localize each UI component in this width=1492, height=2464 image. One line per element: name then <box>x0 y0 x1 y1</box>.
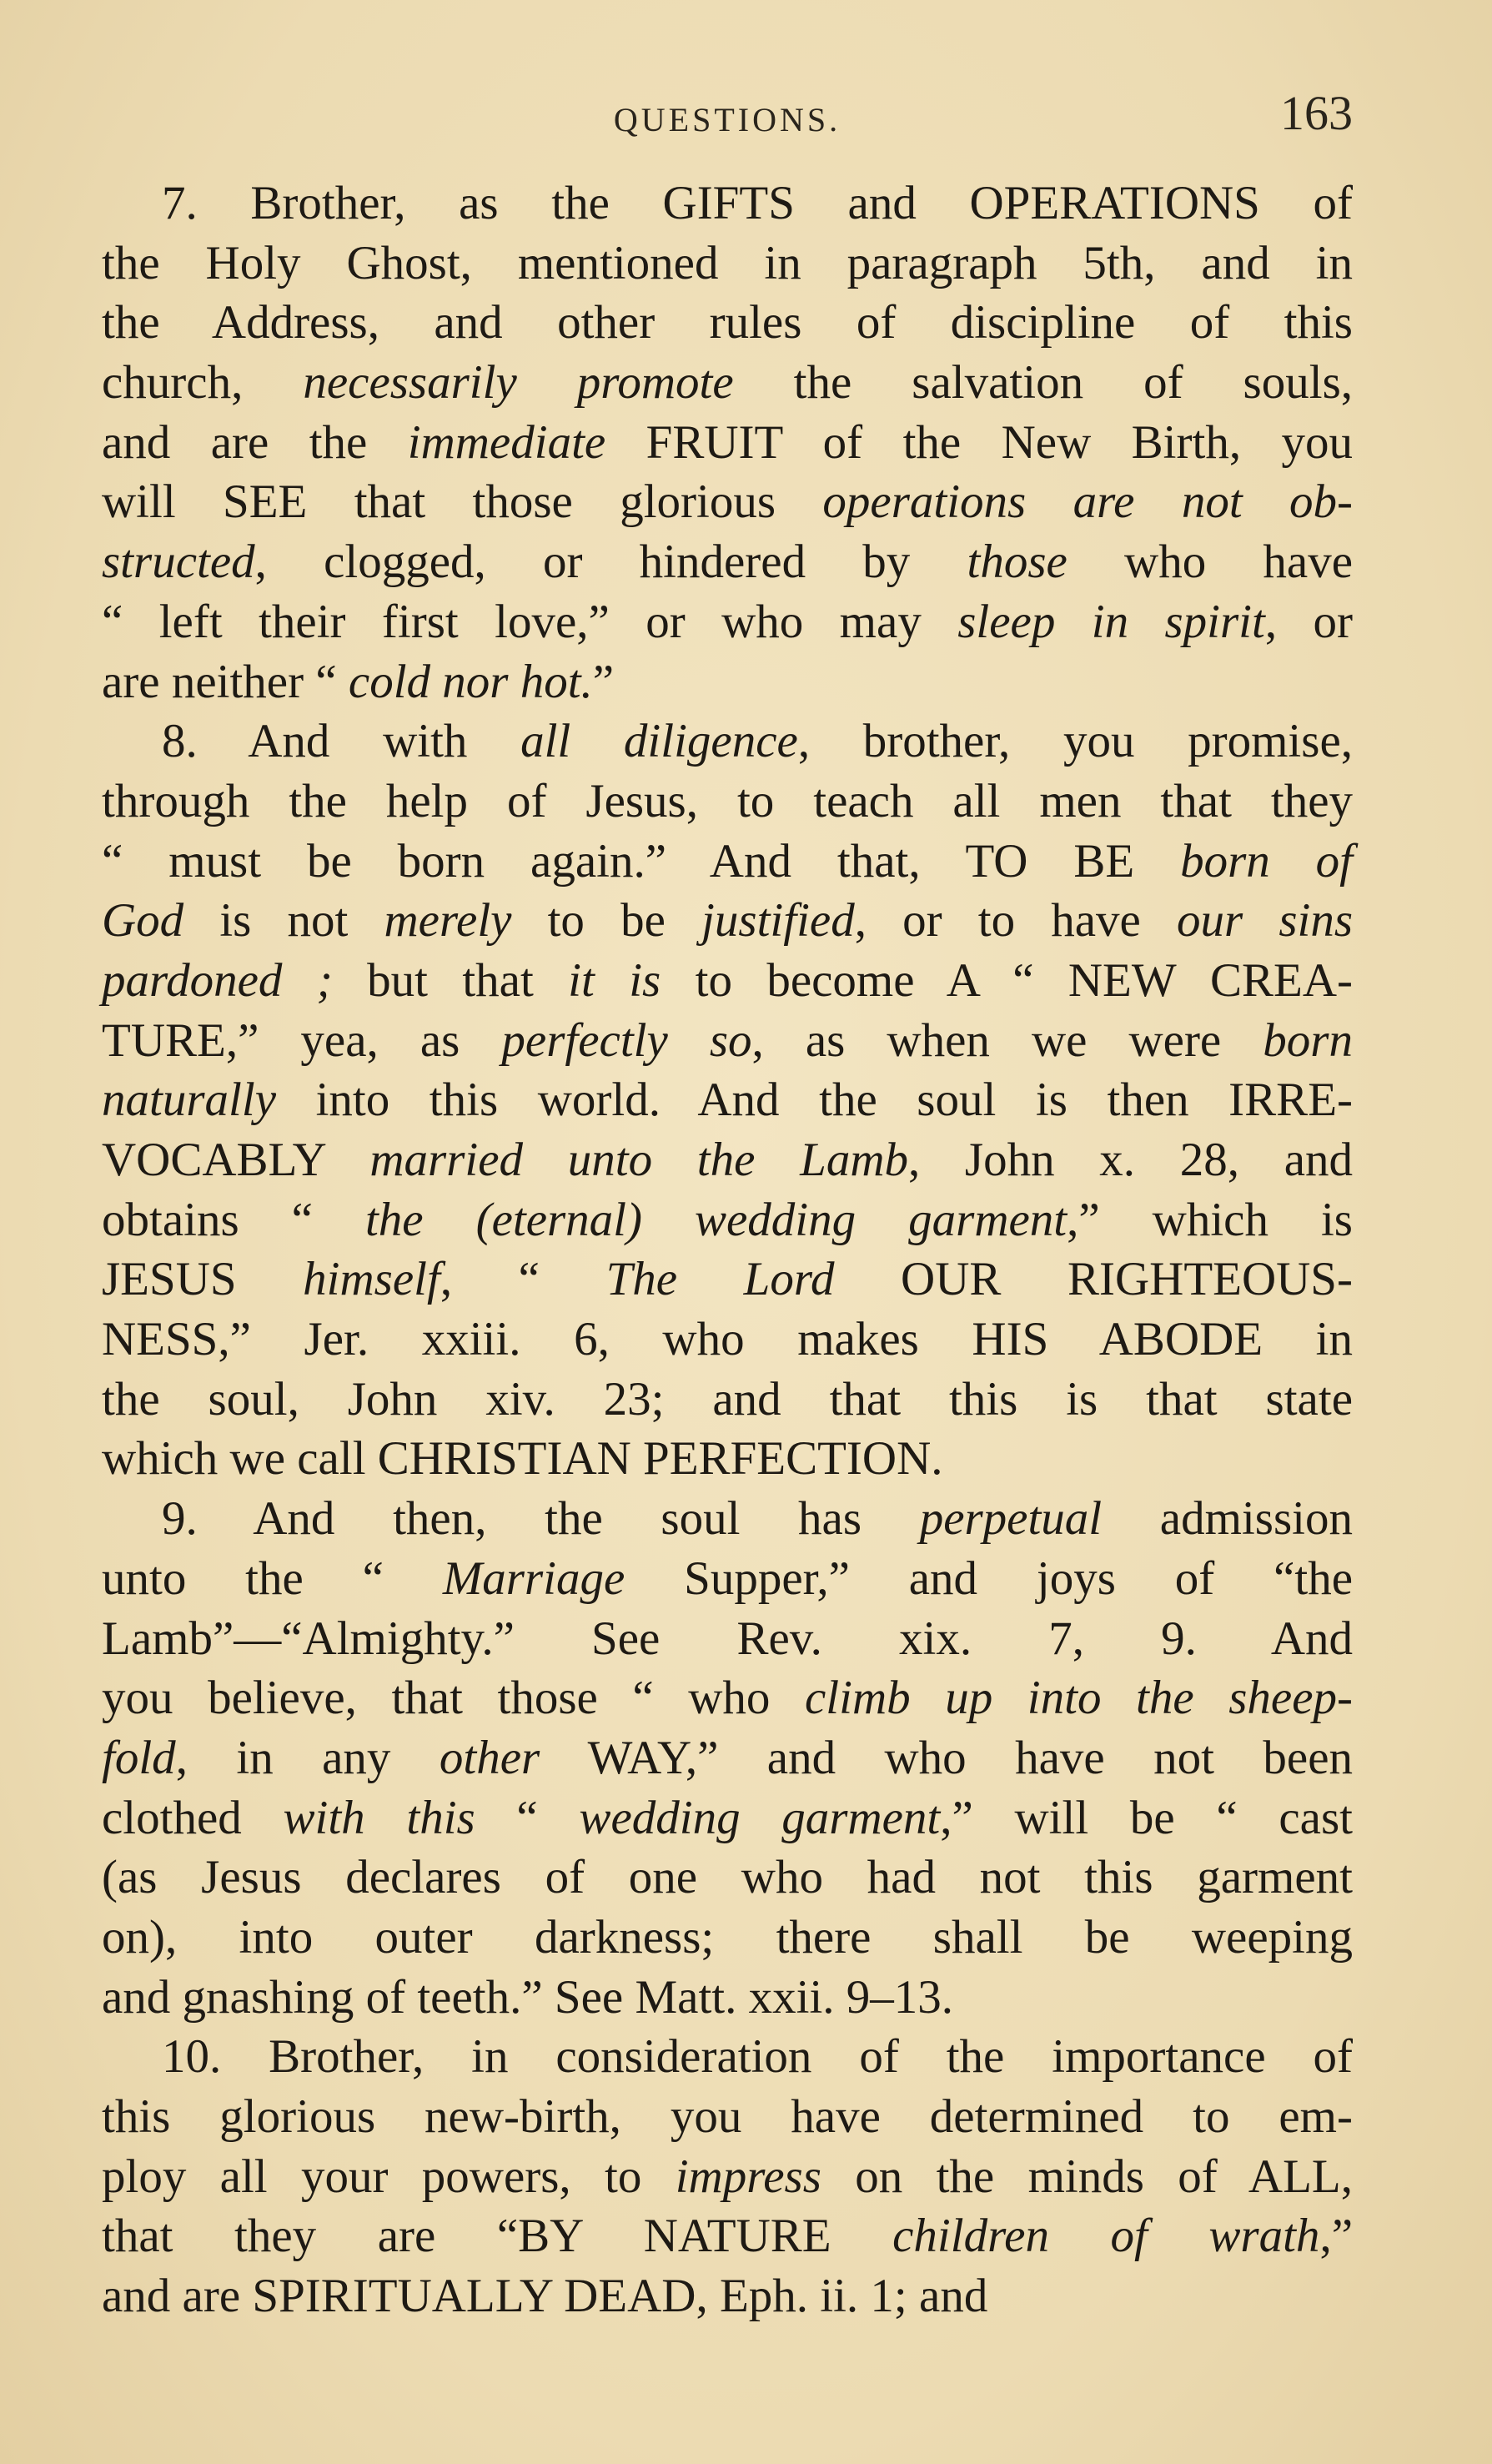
text-run: “ <box>475 1791 580 1844</box>
text-line <box>102 1908 1353 1968</box>
italic-text: perpetual <box>919 1492 1103 1546</box>
text-run: 9. And then, the soul has <box>162 1492 920 1546</box>
text-line <box>102 1848 1353 1908</box>
text-run: ,” which is <box>1067 1193 1353 1246</box>
text-run: NESS,” Jer. xxiii. 6, who makes HIS ABODE in <box>102 1313 1353 1366</box>
text-run: (as Jesus declares of one who had not this garment <box>102 1851 1353 1904</box>
text-line <box>102 1130 1353 1190</box>
text-run: , clogged, or hindered by <box>254 536 967 589</box>
running-head: QUESTIONS. <box>613 101 841 138</box>
text-line <box>102 413 1353 473</box>
text-run: TURE,” yea, as <box>102 1013 502 1067</box>
text-line <box>102 1250 1353 1310</box>
italic-text: sleep in spirit <box>957 595 1265 648</box>
italic-text: wedding garment <box>579 1791 941 1844</box>
text-line <box>102 1968 1353 2028</box>
text-run: but that <box>332 953 569 1007</box>
italic-text: structed <box>102 536 255 589</box>
text-run: ,” <box>1319 2210 1353 2263</box>
italic-text: operations are not ob- <box>822 475 1353 529</box>
text-line <box>102 293 1353 353</box>
text-run: VOCABLY <box>102 1134 370 1186</box>
text-run: on), into outer darkness; there shall be weeping <box>102 1910 1353 1964</box>
italic-text: born of <box>1180 834 1353 888</box>
text-line <box>102 1549 1353 1609</box>
italic-text: necessarily promote <box>303 356 734 410</box>
text-run: the Address, and other rules of discipline of this <box>102 296 1353 349</box>
text-run: Lamb”—“Almighty.” See Rev. xix. 7, 9. And <box>102 1612 1353 1665</box>
text-line <box>102 1310 1353 1370</box>
text-line <box>102 353 1353 413</box>
italic-text: fold <box>102 1731 176 1784</box>
text-run: which we call CHRISTIAN PERFECTION. <box>102 1432 943 1486</box>
text-run: ” <box>592 655 615 708</box>
page-header <box>102 83 1353 150</box>
body-text <box>102 173 1353 2326</box>
text-run: obtains “ <box>102 1193 365 1246</box>
italic-text: those <box>967 536 1068 589</box>
text-run: , John x. 28, and <box>907 1134 1353 1186</box>
text-run: clothed <box>102 1791 284 1844</box>
text-run: through the help of Jesus, to teach all men that they <box>102 774 1353 827</box>
italic-text: pardoned ; <box>102 953 333 1007</box>
text-run: ,” will be “ cast <box>940 1791 1353 1844</box>
text-run: Supper,” and joys of “the <box>625 1551 1353 1605</box>
text-run: “ left their first love,” or who may <box>102 595 958 648</box>
italic-text: children of wrath <box>892 2210 1320 2263</box>
italic-text: other <box>439 1731 540 1784</box>
italic-text: cold nor hot. <box>348 655 593 708</box>
italic-text: The Lord <box>605 1253 835 1306</box>
text-line <box>102 1728 1353 1788</box>
text-run: unto the “ <box>102 1551 443 1605</box>
text-run: and are SPIRITUALLY DEAD, Eph. ii. 1; and <box>102 2270 988 2323</box>
italic-text: himself <box>303 1253 440 1306</box>
text-run: and gnashing of teeth.” See Matt. xxii. 9–13. <box>102 1970 954 2024</box>
italic-text: merely <box>384 894 512 948</box>
text-line <box>102 1190 1353 1250</box>
text-line <box>102 1070 1353 1130</box>
text-run: , as when we were <box>751 1013 1263 1067</box>
text-run: are neither “ <box>102 655 349 708</box>
text-line <box>102 772 1353 832</box>
text-line <box>102 1429 1353 1489</box>
text-run: FRUIT of the New Birth, you <box>605 415 1354 469</box>
text-line <box>102 1668 1353 1728</box>
text-run: church, <box>102 356 304 410</box>
text-line <box>102 652 1353 712</box>
italic-text: our sins <box>1176 894 1354 948</box>
italic-text: impress <box>675 2150 821 2203</box>
text-line <box>102 472 1353 532</box>
text-run: 8. And with <box>162 715 521 768</box>
italic-text: climb up into the sheep- <box>805 1672 1353 1725</box>
text-line <box>102 1609 1353 1669</box>
text-run: to be <box>511 894 702 948</box>
text-line <box>102 1370 1353 1430</box>
italic-text: naturally <box>102 1074 276 1127</box>
text-run: ploy all your powers, to <box>102 2150 676 2203</box>
italic-text: Marriage <box>442 1551 625 1605</box>
text-line <box>102 891 1353 951</box>
text-run: into this world. And the soul is then IRRE- <box>276 1074 1353 1127</box>
italic-text: perfectly so <box>501 1013 752 1067</box>
italic-text: it is <box>568 953 661 1007</box>
italic-text: the (eternal) wedding garment <box>364 1193 1068 1246</box>
italic-text: justified <box>701 894 855 948</box>
text-line <box>102 832 1353 892</box>
text-run: this glorious new-birth, you have determined to em- <box>102 2090 1353 2143</box>
text-line <box>102 2027 1353 2087</box>
text-run: that they are “BY NATURE <box>102 2210 893 2263</box>
text-run: WAY,” and who have not been <box>540 1731 1353 1784</box>
text-line <box>102 1011 1353 1071</box>
italic-text: all diligence <box>520 715 798 768</box>
italic-text: immediate <box>407 415 606 469</box>
text-line <box>102 592 1353 652</box>
text-run: you believe, that those “ who <box>102 1672 805 1725</box>
text-line <box>102 2087 1353 2147</box>
italic-text: married unto the Lamb <box>369 1134 908 1186</box>
text-run: 10. Brother, in consideration of the importance of <box>162 2030 1353 2084</box>
text-run: is not <box>183 894 384 948</box>
text-run: on the minds of ALL, <box>821 2150 1353 2203</box>
text-run: , or to have <box>854 894 1177 948</box>
text-line <box>102 173 1353 234</box>
text-run: who have <box>1067 536 1353 589</box>
text-run: the salvation of souls, <box>733 356 1353 410</box>
text-run: , or <box>1264 595 1353 648</box>
text-run: and are the <box>102 415 408 469</box>
text-run: 7. Brother, as the GIFTS and OPERATIONS of <box>162 177 1353 229</box>
text-run: will SEE that those glorious <box>102 475 823 529</box>
text-run: the Holy Ghost, mentioned in paragraph 5th, and in <box>102 236 1353 289</box>
text-run: JESUS <box>102 1253 304 1306</box>
text-line <box>102 2206 1353 2266</box>
italic-text: born <box>1263 1013 1353 1067</box>
text-run: admission <box>1102 1492 1353 1546</box>
text-run: , brother, you promise, <box>797 715 1353 768</box>
text-run: “ must be born again.” And that, TO BE <box>102 834 1181 888</box>
text-line <box>102 951 1353 1011</box>
text-line <box>102 234 1353 294</box>
text-run: , in any <box>175 1731 440 1784</box>
text-line <box>102 1489 1353 1549</box>
text-run: , “ <box>440 1253 606 1306</box>
text-line <box>102 532 1353 592</box>
page-number: 163 <box>1280 86 1353 140</box>
text-run: to become A “ NEW CREA- <box>661 953 1353 1007</box>
text-line <box>102 2147 1353 2207</box>
text-run: the soul, John xiv. 23; and that this is that state <box>102 1372 1353 1426</box>
text-line <box>102 1788 1353 1848</box>
text-line <box>102 712 1353 772</box>
text-run: OUR RIGHTEOUS- <box>834 1253 1353 1306</box>
italic-text: with this <box>283 1791 475 1844</box>
text-line <box>102 2266 1353 2326</box>
italic-text: God <box>102 894 184 948</box>
